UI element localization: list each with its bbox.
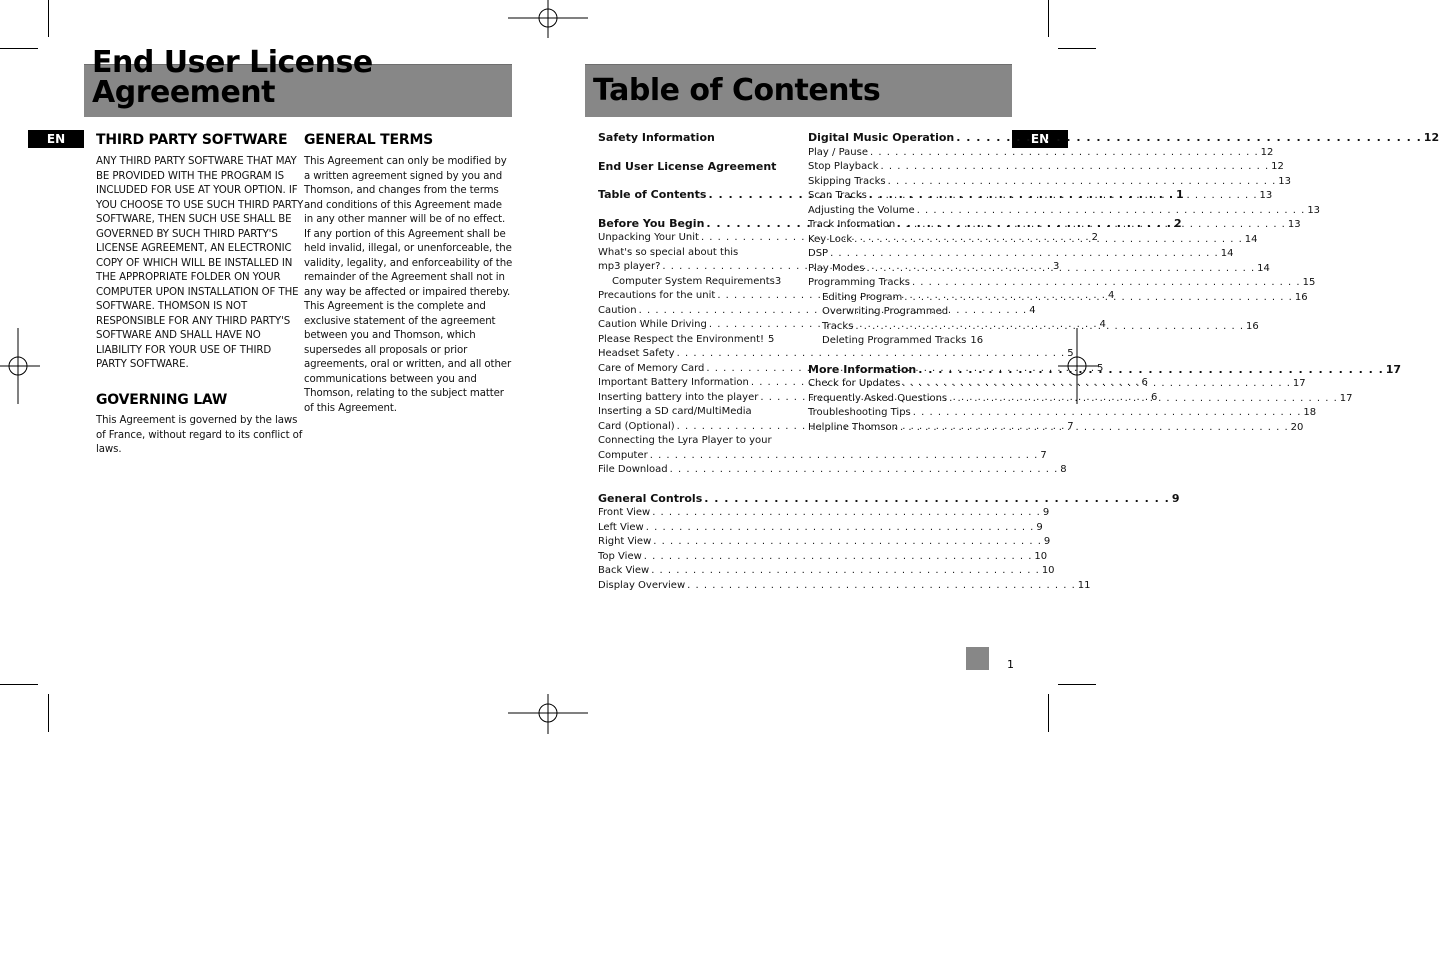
toc-entry[interactable] (808, 189, 1273, 204)
language-tab-en-right: EN (1012, 130, 1068, 148)
toc-label: Safety Information (598, 131, 715, 144)
toc-label: Play / Pause (808, 146, 868, 158)
toc-label: Left View (598, 521, 644, 533)
third-party-heading: THIRD PARTY SOFTWARE (96, 132, 288, 148)
toc-leader-dots (644, 550, 1033, 565)
text-line: GOVERNED BY SUCH THIRD PARTY'S (96, 228, 278, 240)
toc-page-number: 13 (1278, 175, 1291, 187)
toc-label: Adjusting the Volume (808, 204, 915, 216)
toc-page-number: 16 (970, 335, 984, 346)
toc-entry[interactable] (598, 535, 1051, 550)
toc-leader-dots (904, 291, 1293, 306)
toc-label: Caution While Driving (598, 319, 707, 330)
text-line: LICENSE AGREEMENT, AN ELECTRONIC (96, 243, 292, 254)
toc-entry[interactable] (598, 449, 1047, 464)
toc-leader-dots (881, 160, 1270, 175)
text-line: SOFTWARE AND SHALL HAVE NO (96, 330, 261, 341)
toc-leader-dots (670, 463, 1059, 478)
toc-label: End User License Agreement (598, 159, 777, 173)
toc-label: Inserting battery into the player (598, 391, 759, 403)
toc-entry[interactable] (808, 392, 1353, 407)
toc-page-number: 14 (1220, 248, 1234, 259)
toc-gap (598, 203, 772, 217)
toc-entry[interactable] (598, 434, 772, 449)
text-line: If any portion of this Agreement shall be (304, 228, 506, 240)
toc-entry[interactable] (808, 175, 1291, 190)
toc-label: Back View (598, 565, 650, 576)
text-line: supersedes all proposals or prior (304, 344, 468, 356)
toc-entry[interactable] (598, 347, 1074, 362)
toc-entry[interactable] (808, 406, 1317, 421)
toc-entry[interactable] (808, 218, 1301, 233)
toc-label: Right View (598, 536, 652, 547)
text-line: COMPUTER UPON INSTALLATION OF THE (96, 286, 299, 298)
toc-page-number: 5 (1097, 362, 1104, 374)
toc-entry[interactable] (598, 463, 1067, 478)
toc-entry[interactable] (808, 247, 1234, 262)
registration-mark-icon (508, 0, 588, 38)
toc-label: Precautions for the unit (598, 290, 716, 301)
toc-entry[interactable] (808, 146, 1274, 161)
toc-leader-dots (869, 189, 1258, 204)
language-tab-en-left: EN (28, 130, 84, 148)
toc-page-number: 18 (1303, 407, 1317, 418)
toc-gap (808, 349, 981, 363)
toc-entry[interactable] (808, 305, 981, 320)
text-line: ANY THIRD PARTY SOFTWARE THAT MAY (96, 156, 297, 167)
toc-page-number: 6 (1141, 377, 1148, 388)
toc-page-number: 13 (1259, 190, 1273, 201)
governing-law-heading: GOVERNING LAW (96, 392, 228, 408)
toc-page-number: 12 (1423, 131, 1439, 144)
toc-label: Please Respect the Environment! (598, 333, 765, 345)
crop-mark (0, 48, 38, 49)
text-line: of France, without regard to its conflict of (96, 429, 303, 441)
toc-leader-dots (912, 276, 1301, 291)
toc-entry[interactable] (598, 550, 1048, 565)
toc-entry[interactable] (808, 262, 1270, 277)
toc-label: DSP (808, 248, 829, 259)
toc-page-number: 15 (1302, 277, 1316, 288)
crop-mark (1058, 48, 1096, 49)
toc-gap (598, 174, 772, 188)
toc-title-banner (585, 64, 1012, 117)
toc-leader-dots (653, 535, 1042, 550)
crop-mark (0, 684, 38, 685)
toc-label: Skipping Tracks (808, 175, 886, 187)
toc-section-heading[interactable] (808, 362, 1402, 378)
toc-entry[interactable] (808, 204, 1321, 219)
toc-entry[interactable] (808, 320, 1259, 335)
toc-entry[interactable] (598, 333, 775, 348)
toc-gap (598, 478, 772, 492)
toc-leader-dots (917, 204, 1306, 219)
text-line: validity, legality, and enforceability of the (304, 257, 513, 269)
governing-law-text (96, 414, 303, 458)
toc-entry[interactable] (808, 377, 1306, 392)
toc-label: What's so special about this (598, 246, 739, 258)
toc-page-number: 14 (1244, 233, 1258, 245)
toc-label: Connecting the Lyra Player to your (598, 435, 772, 446)
text-line: communications between you and (304, 373, 477, 385)
toc-leader-dots (867, 262, 1256, 277)
toc-label: Helpline Thomson (808, 421, 898, 433)
toc-page-number: 3 (1053, 261, 1060, 272)
toc-label: Headset Safety (598, 348, 675, 359)
toc-page-number: 4 (1107, 290, 1115, 301)
toc-leader-dots (652, 506, 1041, 521)
toc-page-number: 12 (1260, 146, 1274, 158)
general-terms-text (304, 155, 513, 416)
toc-page-number: 7 (1040, 449, 1047, 461)
toc-leader-dots (830, 247, 1219, 262)
text-line: exclusive statement of the agreement (304, 315, 496, 327)
toc-label: Editing Program (822, 291, 903, 303)
text-line: This Agreement is the complete and (304, 301, 486, 312)
general-terms-heading: GENERAL TERMS (304, 132, 434, 148)
toc-page-number: 12 (1271, 161, 1284, 172)
crop-mark (1058, 684, 1096, 685)
toc-leader-dots (651, 564, 1040, 579)
toc-leader-dots (854, 233, 1243, 248)
toc-page-number: 9 (1171, 491, 1180, 505)
toc-page-number: 9 (1043, 536, 1051, 547)
toc-page-number: 16 (1246, 320, 1259, 332)
toc-label: Care of Memory Card (598, 362, 705, 374)
toc-column-2 (808, 131, 1439, 435)
toc-label: Overwriting Programmed (822, 306, 949, 317)
toc-entry[interactable] (808, 291, 1308, 306)
toc-label: Stop Playback (808, 161, 879, 172)
toc-page-number: 9 (1036, 521, 1043, 533)
eula-page-title: End User License Agreement (92, 45, 373, 110)
toc-label: Digital Music Operation (808, 131, 955, 144)
toc-page-number: 4 (1029, 304, 1036, 316)
toc-label: Play Modes (808, 262, 865, 274)
toc-leader-dots (650, 449, 1039, 464)
toc-entry[interactable] (808, 421, 1304, 436)
toc-page-number: 2 (1091, 232, 1098, 243)
toc-label: Important Battery Information (598, 377, 749, 388)
toc-page-number: 2 (1173, 216, 1182, 230)
toc-label: Unpacking Your Unit (598, 232, 699, 243)
toc-page-number: 20 (1290, 421, 1304, 433)
toc-label: Key Lock (808, 233, 853, 245)
crop-mark (48, 0, 49, 37)
toc-entry[interactable] (808, 334, 984, 349)
toc-entry[interactable] (598, 275, 782, 290)
toc-leader-dots (918, 363, 1384, 378)
eula-title-banner (84, 45, 512, 117)
toc-page-number: 17 (1385, 362, 1402, 376)
text-line: SOFTWARE, THEN SUCH USE SHALL BE (96, 214, 292, 225)
text-line: SOFTWARE. THOMSON IS NOT (96, 301, 248, 312)
toc-page-number: 17 (1292, 378, 1306, 389)
toc-entry[interactable] (598, 521, 1043, 536)
text-line: any way be affected or impaired thereby. (304, 286, 511, 298)
toc-page-number: 9 (1042, 507, 1050, 518)
text-line: between you and Thomson, which (304, 330, 476, 341)
text-line: Thomson, and changes from the terms (304, 185, 499, 196)
toc-label: mp3 player? (598, 261, 661, 272)
toc-section-heading[interactable] (598, 131, 772, 146)
text-line: This Agreement can only be modified by (304, 156, 507, 167)
toc-section-heading[interactable] (598, 491, 1180, 507)
toc-label: Caution (598, 304, 637, 316)
text-line: remainder of the Agreement shall not in (304, 272, 505, 283)
toc-label: Before You Begin (598, 216, 705, 230)
toc-page-number: 1 (1176, 188, 1184, 201)
toc-label: Computer (598, 449, 648, 461)
text-line: YOU CHOOSE TO USE SUCH THIRD PARTY (96, 199, 304, 211)
toc-page-title: Table of Contents (593, 73, 881, 108)
toc-leader-dots (902, 377, 1291, 392)
toc-leader-dots (687, 579, 1076, 594)
toc-label: Deleting Programmed Tracks (822, 335, 967, 346)
text-line: This Agreement is governed by the laws (96, 415, 298, 426)
toc-label: Inserting a SD card/MultiMedia (598, 406, 752, 417)
toc-label: Scan Tracks (808, 190, 867, 201)
toc-page-number: 5 (1067, 348, 1074, 359)
text-line: laws. (96, 444, 122, 455)
toc-page-number: 4 (1099, 319, 1106, 330)
text-line: of this Agreement. (304, 402, 397, 414)
crop-mark (48, 694, 49, 732)
toc-page-number: 14 (1257, 262, 1270, 274)
toc-label: File Download (598, 464, 668, 475)
toc-label: Troubleshooting Tips (808, 407, 911, 418)
toc-leader-dots (704, 492, 1170, 507)
third-party-text (96, 155, 304, 373)
toc-leader-dots (913, 406, 1302, 421)
crop-mark (1048, 694, 1049, 732)
toc-label: General Controls (598, 491, 703, 505)
toc-entry[interactable] (598, 579, 1091, 594)
toc-leader-dots (888, 175, 1277, 190)
text-line: a written agreement signed by you and (304, 170, 503, 182)
page-number: 1 (1007, 658, 1014, 671)
toc-leader-dots (949, 392, 1338, 407)
toc-entry[interactable] (598, 506, 1050, 521)
toc-leader-dots (897, 218, 1286, 233)
toc-page-number: 17 (1339, 392, 1353, 404)
text-line: held invalid, illegal, or unenforceable, the (304, 243, 512, 254)
toc-page-number: 13 (1307, 204, 1321, 216)
text-line: Thomson, relating to the subject matter (304, 388, 504, 399)
toc-page-number: 6 (1151, 391, 1158, 403)
toc-leader-dots (900, 421, 1289, 436)
text-line: BE PROVIDED WITH THE PROGRAM IS (96, 170, 284, 182)
text-line: COPY OF WHICH WILL BE INSTALLED IN (96, 257, 293, 269)
toc-label: Tracks (822, 320, 854, 332)
toc-leader-dots (855, 320, 1244, 335)
toc-label: Display Overview (598, 579, 686, 591)
toc-entry[interactable] (808, 276, 1316, 291)
toc-label: Programming Tracks (808, 277, 910, 288)
toc-entry[interactable] (598, 564, 1055, 579)
registration-mark-icon (0, 328, 40, 404)
text-line: and conditions of this Agreement made (304, 199, 502, 211)
toc-page-number: 11 (1077, 579, 1091, 591)
toc-section-heading[interactable] (598, 159, 777, 175)
toc-page-number: 10 (1034, 550, 1048, 562)
text-line: LIABILITY FOR YOUR USE OF THIRD (96, 344, 272, 356)
toc-page-number: 5 (768, 333, 775, 345)
toc-label: Frequently Asked Questions (808, 392, 948, 404)
toc-page-number: 13 (1287, 219, 1301, 230)
toc-label: More Information (808, 362, 917, 376)
toc-leader-dots (956, 131, 1422, 146)
toc-label: Front View (598, 507, 651, 518)
toc-label: Track Information (808, 219, 896, 230)
registration-mark-icon (508, 694, 588, 734)
toc-leader-dots (870, 146, 1259, 161)
toc-leader-dots (646, 521, 1035, 536)
toc-entry[interactable] (808, 233, 1258, 248)
toc-page-number: 3 (774, 275, 782, 287)
toc-gap (598, 146, 772, 160)
toc-label: Computer System Requirements (612, 275, 775, 287)
toc-label: Card (Optional) (598, 420, 675, 432)
text-line: THE APPROPRIATE FOLDER ON YOUR (96, 272, 281, 283)
toc-page-number: 16 (1294, 291, 1308, 303)
page-number-marker (966, 647, 989, 670)
toc-entry[interactable] (598, 405, 772, 420)
toc-page-number: 10 (1041, 565, 1055, 576)
text-line: RESPONSIBLE FOR ANY THIRD PARTY'S (96, 315, 291, 327)
toc-label: Top View (598, 550, 642, 562)
toc-page-number: 8 (1060, 464, 1067, 475)
text-line: in any other manner will be of no effect. (304, 214, 506, 225)
toc-entry[interactable] (808, 160, 1284, 175)
text-line: INCLUDED FOR USE AT YOUR OPTION. IF (96, 185, 298, 196)
crop-mark (1048, 0, 1049, 37)
toc-label: Check for Updates (808, 378, 901, 389)
text-line: PARTY SOFTWARE. (96, 359, 189, 370)
toc-entry[interactable] (598, 246, 772, 261)
toc-page-number: 7 (1067, 420, 1074, 432)
text-line: agreements, oral or written, and all other (304, 359, 512, 370)
toc-label: Table of Contents (598, 188, 707, 201)
